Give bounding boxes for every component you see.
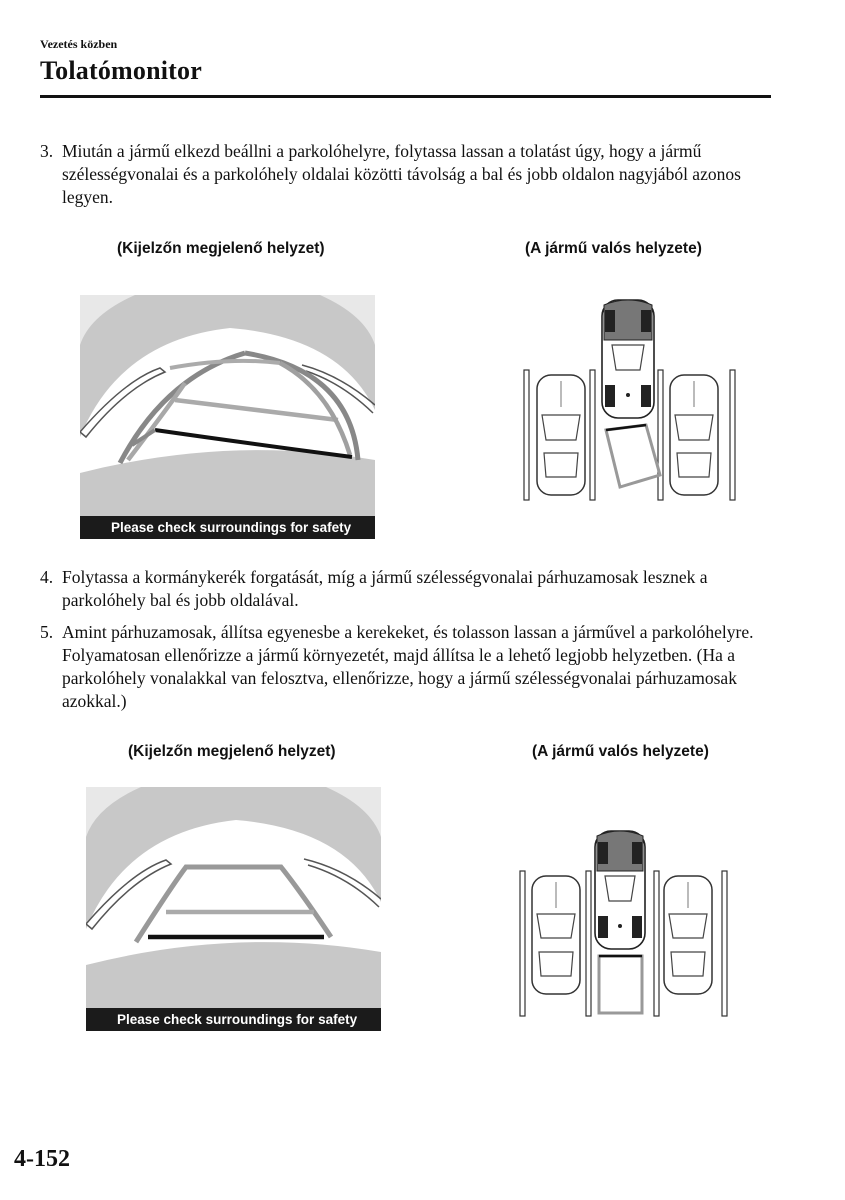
parking-diagram bbox=[514, 826, 744, 1021]
actual-caption: (A jármű valós helyzete) bbox=[525, 240, 702, 257]
title-divider bbox=[40, 95, 771, 98]
page-number: 4-152 bbox=[14, 1146, 70, 1172]
safety-warning-bar: Please check surroundings for safety bbox=[86, 1008, 381, 1031]
parked-car-right bbox=[664, 876, 712, 994]
step-number: 5. bbox=[40, 622, 54, 642]
step-4 bbox=[40, 566, 780, 612]
step-number: 4. bbox=[40, 567, 54, 587]
parked-car-right bbox=[670, 375, 718, 495]
step-text: Folytassa a kormánykerék forgatását, míg a jármű szélességvonalai párhuzamosak lesznek a parkolóhely bal és jobb oldalával. bbox=[62, 567, 708, 610]
page-title: Tolatómonitor bbox=[40, 56, 202, 85]
step-text: Amint párhuzamosak, állítsa egyenesbe a kerekeket, és tolasson lassan a járművel a parkolóhelyre. Folyamatosan ellenőrizze a jármű környezetét, majd állítsa le a lehető legjobb helyzetben. (Ha a parkolóhely vonalakkal van felosztva, ellenőrizze, hogy a jármű szélességvonalai párhuzamosak azokkal.) bbox=[62, 622, 754, 711]
camera-view-graphic bbox=[80, 295, 375, 539]
parking-diagram bbox=[518, 295, 748, 505]
section-label: Vezetés közben bbox=[40, 37, 118, 51]
reversing-car bbox=[602, 300, 654, 418]
reversing-car bbox=[595, 831, 645, 949]
step-5 bbox=[40, 621, 780, 713]
rear-camera-screen bbox=[86, 787, 381, 1031]
step-text: Miután a jármű elkezd beállni a parkolóhelyre, folytassa lassan a tolatást úgy, hogy a jármű szélességvonalai és a parkolóhely oldalai közötti távolság a bal és jobb oldalon nagyjából azonos legyen. bbox=[62, 141, 741, 207]
safety-warning-bar: Please check surroundings for safety bbox=[80, 516, 375, 539]
display-caption: (Kijelzőn megjelenő helyzet) bbox=[117, 240, 325, 257]
rear-camera-screen bbox=[80, 295, 375, 539]
display-caption: (Kijelzőn megjelenő helyzet) bbox=[128, 743, 336, 760]
step-3 bbox=[40, 140, 780, 209]
parked-car-left bbox=[537, 375, 585, 495]
parked-car-left bbox=[532, 876, 580, 994]
actual-caption: (A jármű valós helyzete) bbox=[532, 743, 709, 760]
camera-view-graphic bbox=[86, 787, 381, 1031]
step-number: 3. bbox=[40, 141, 54, 161]
